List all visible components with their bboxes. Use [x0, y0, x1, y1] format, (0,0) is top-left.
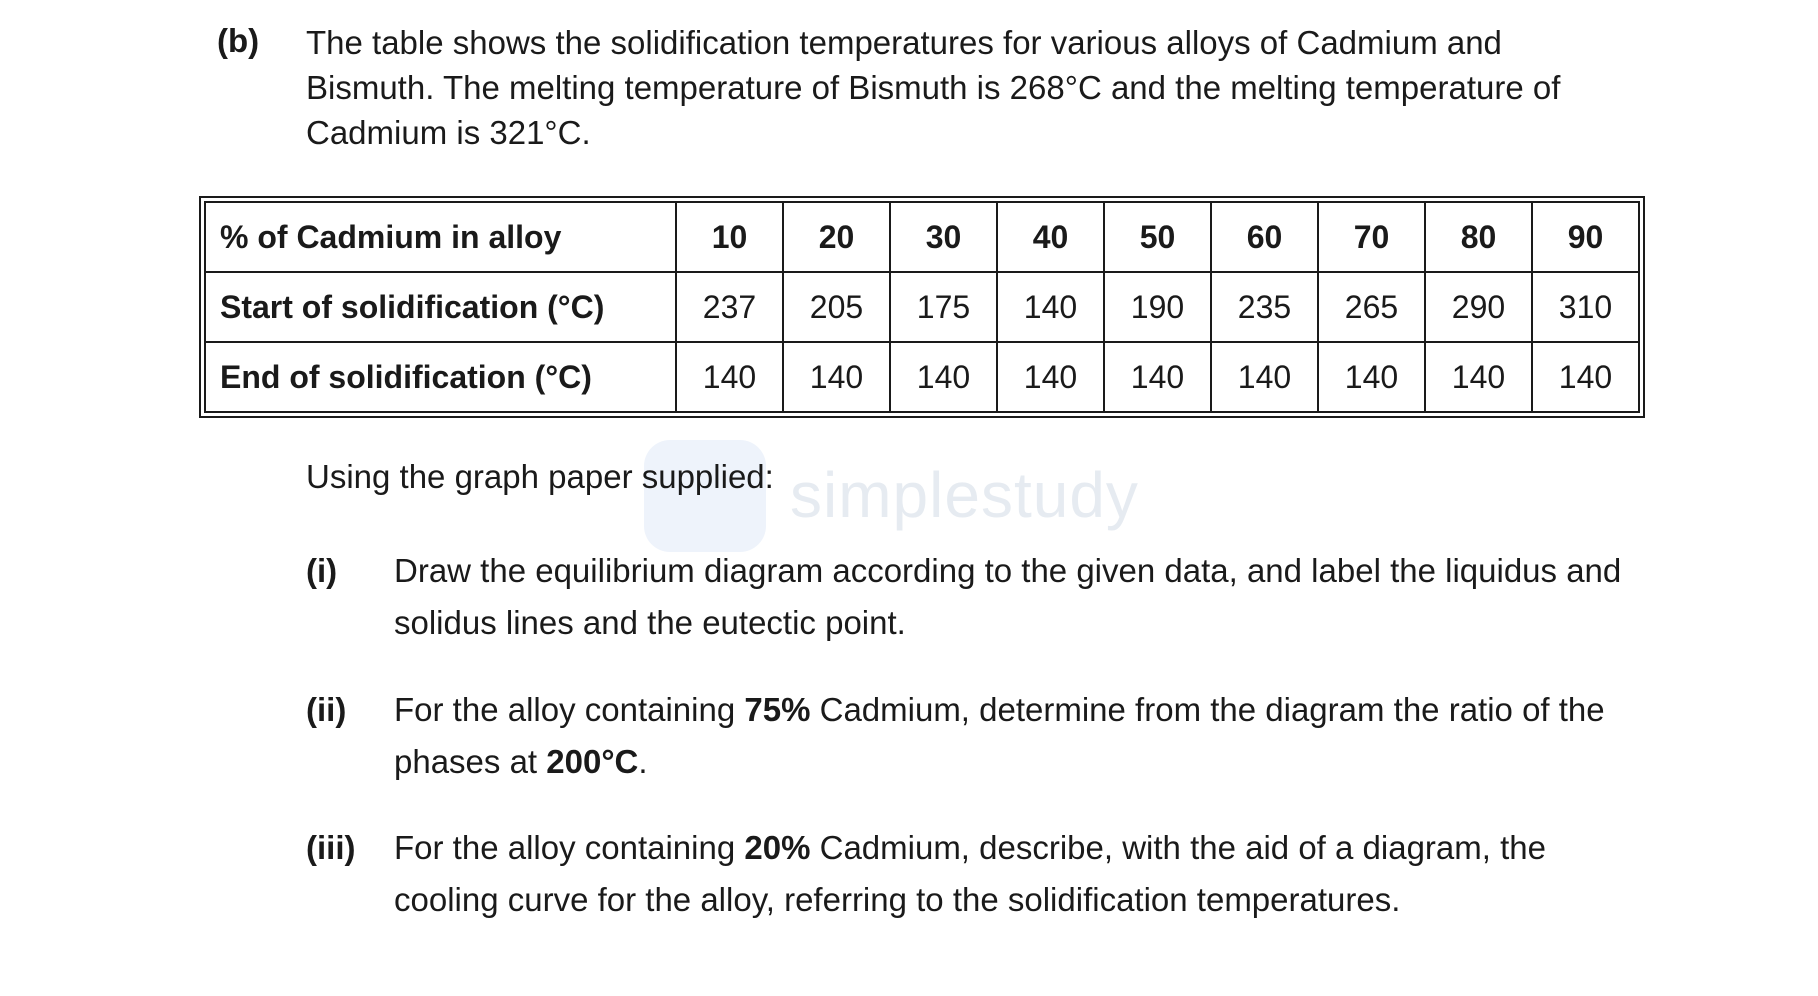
table-cell: 237 — [676, 272, 783, 342]
header-cell: 90 — [1532, 202, 1639, 272]
question-i — [306, 545, 1636, 649]
text-segment: Cadmium, describe, with the aid of a diagram, the cooling curve for the alloy, referring to the solidification temperatures. — [394, 829, 1546, 918]
bold-value: 75% — [744, 691, 811, 728]
question-text — [394, 684, 1636, 788]
table-cell: 140 — [997, 342, 1104, 412]
text-segment: Cadmium, determine from the diagram the ratio of the phases at — [394, 691, 1605, 780]
question-number: (iii) — [306, 829, 356, 866]
row-label: Start of solidification (°C) — [205, 272, 676, 342]
table-cell: 140 — [676, 342, 783, 412]
table-cell: 140 — [1425, 342, 1532, 412]
table-cell: 140 — [1211, 342, 1318, 412]
header-cell: 60 — [1211, 202, 1318, 272]
table-cell: 140 — [1104, 342, 1211, 412]
instruction-text: Using the graph paper supplied: — [306, 458, 774, 495]
header-cell: 70 — [1318, 202, 1425, 272]
table-cell: 290 — [1425, 272, 1532, 342]
table-cell: 140 — [1318, 342, 1425, 412]
watermark-text: simplestudy — [790, 459, 1139, 531]
text-segment: . — [638, 743, 648, 780]
intro-paragraph: The table shows the solidification temperatures for various alloys of Cadmium and Bismuth. The melting temperature of Bismuth is 268°C and the melting temperature of Cadmium is 321°C. — [306, 24, 1561, 151]
row-label: End of solidification (°C) — [205, 342, 676, 412]
table-cell: 140 — [890, 342, 997, 412]
table-cell: 190 — [1104, 272, 1211, 342]
part-label: (b) — [217, 22, 260, 59]
question-text: Draw the equilibrium diagram according to the given data, and label the liquidus and solidus lines and the eutectic point. — [394, 552, 1622, 641]
table-cell: 140 — [1532, 342, 1639, 412]
bold-value: 200°C — [546, 743, 639, 780]
header-cell: 80 — [1425, 202, 1532, 272]
question-ii — [306, 684, 1636, 788]
table-row — [205, 342, 1639, 412]
table-row — [205, 272, 1639, 342]
question-iii — [306, 822, 1636, 926]
header-cell: 40 — [997, 202, 1104, 272]
question-text — [394, 822, 1636, 926]
table-cell: 175 — [890, 272, 997, 342]
table-cell: 205 — [783, 272, 890, 342]
table-cell: 140 — [997, 272, 1104, 342]
question-number: (ii) — [306, 691, 347, 728]
watermark-logo-icon — [644, 440, 766, 552]
table-header-row — [205, 202, 1639, 272]
solidification-table — [199, 196, 1645, 418]
table-cell: 140 — [783, 342, 890, 412]
header-cell: 50 — [1104, 202, 1211, 272]
bold-value: 20% — [744, 829, 811, 866]
text-segment: For the alloy containing — [394, 829, 745, 866]
header-cell: 10 — [676, 202, 783, 272]
data-table — [204, 201, 1640, 413]
text-segment: For the alloy containing — [394, 691, 745, 728]
header-label: % of Cadmium in alloy — [205, 202, 676, 272]
table-cell: 265 — [1318, 272, 1425, 342]
table-cell: 310 — [1532, 272, 1639, 342]
table-cell: 235 — [1211, 272, 1318, 342]
header-cell: 20 — [783, 202, 890, 272]
header-cell: 30 — [890, 202, 997, 272]
question-number: (i) — [306, 552, 338, 589]
